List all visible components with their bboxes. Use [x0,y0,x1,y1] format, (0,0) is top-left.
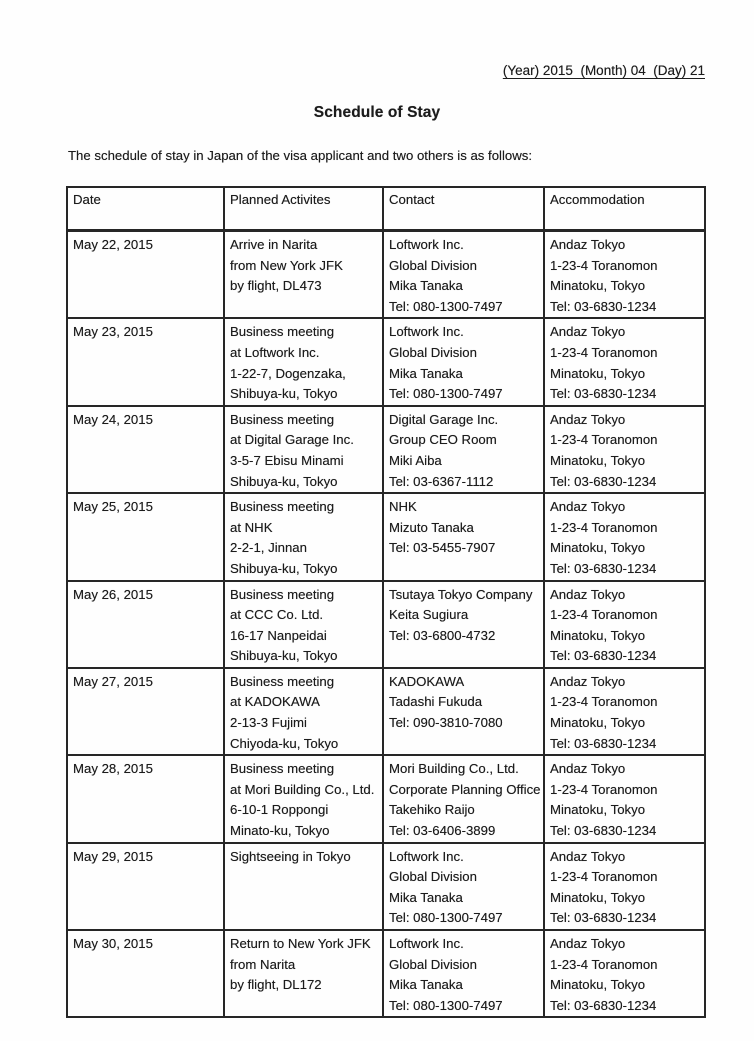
table-row [67,930,705,1017]
cell-contact [383,318,544,405]
cell-text-line: Business meeting [230,586,335,602]
cell-text-line: Shibuya-ku, Tokyo [230,386,338,402]
cell-text-line: May 22, 2015 [73,237,153,252]
cell-text-line: at Mori Building Co., Ltd. [230,781,375,797]
cell-text-line: Andaz Tokyo [550,237,626,252]
table-row [67,581,705,668]
cell-text-line: Global Division [389,344,477,360]
cell-text-line: NHK [389,499,417,515]
cell-text-line: 1-23-4 Toranomon [550,869,658,885]
cell-activities [224,231,383,319]
cell-text-line: 1-23-4 Toranomon [550,519,658,535]
cell-text-line: 1-23-4 Toranomon [550,344,658,360]
cell-text-line: Sightseeing in Tokyo [230,848,351,864]
table-row [67,231,705,319]
cell-date [67,930,224,1017]
cell-text-line: May 30, 2015 [73,936,153,951]
cell-text-line: Tel: 080-1300-7497 [389,386,503,402]
cell-activities [224,318,383,405]
cell-accommodation [544,231,705,319]
cell-text-line: Takehiko Raijo [389,802,475,818]
cell-date [67,668,224,755]
cell-text-line: Business meeting [230,673,335,689]
cell-text-line: 2-13-3 Fujimi [230,715,307,731]
cell-text-line: Business meeting [230,324,335,340]
cell-text-line: Tel: 03-6830-1234 [550,648,657,664]
cell-text-line: Shibuya-ku, Tokyo [230,648,338,664]
cell-accommodation [544,843,705,930]
cell-date [67,406,224,493]
cell-text-line: Minatoku, Tokyo [550,540,646,556]
cell-text-line: Corporate Planning Office [389,781,541,797]
cell-activities [224,668,383,755]
table-row [67,843,705,930]
cell-date [67,231,224,319]
cell-text-line: Digital Garage Inc. [389,411,499,427]
cell-text-line: 1-22-7, Dogenzaka, [230,365,346,381]
cell-contact [383,843,544,930]
cell-activities [224,406,383,493]
cell-text-line: Mika Tanaka [389,977,463,993]
cell-text-line: Loftwork Inc. [389,237,464,252]
cell-text-line: Tel: 03-6367-1112 [389,473,494,489]
cell-text-line: Tel: 03-6830-1234 [550,735,657,751]
cell-text-line: Andaz Tokyo [550,499,626,515]
cell-contact [383,493,544,580]
table-row [67,318,705,405]
cell-text-line: Mika Tanaka [389,365,463,381]
cell-text-line: Minatoku, Tokyo [550,452,646,468]
cell-activities [224,843,383,930]
cell-text-line: Tel: 080-1300-7497 [389,997,503,1013]
cell-text-line: Minatoku, Tokyo [550,715,646,731]
cell-accommodation [544,755,705,842]
cell-text-line: Tel: 080-1300-7497 [389,910,503,926]
cell-text-line: May 24, 2015 [73,411,153,427]
table-row [67,668,705,755]
header-accommodation: Accommodation [544,187,705,231]
cell-contact [383,755,544,842]
cell-text-line: Andaz Tokyo [550,411,626,427]
cell-text-line: Mika Tanaka [389,278,463,294]
cell-accommodation [544,930,705,1017]
cell-text-line: Minatoku, Tokyo [550,977,646,993]
table-row [67,755,705,842]
cell-text-line: Miki Aiba [389,452,442,468]
cell-text-line: May 26, 2015 [73,586,153,602]
cell-accommodation [544,406,705,493]
cell-text-line: at Loftwork Inc. [230,344,320,360]
page-title: Schedule of Stay [313,104,441,121]
cell-contact [383,406,544,493]
cell-text-line: by flight, DL473 [230,278,322,294]
cell-text-line: Minato-ku, Tokyo [230,823,330,839]
cell-text-line: Tel: 03-6830-1234 [550,473,657,489]
cell-text-line: Tel: 03-6830-1234 [550,997,657,1013]
cell-date [67,493,224,580]
cell-text-line: Andaz Tokyo [550,673,626,689]
cell-text-line: Shibuya-ku, Tokyo [230,560,338,576]
header-planned-activities: Planned Activites [224,187,383,231]
cell-text-line: from New York JFK [230,257,343,273]
cell-date [67,581,224,668]
cell-text-line: at Digital Garage Inc. [230,432,354,448]
cell-text-line: Tel: 03-6406-3899 [389,823,496,839]
cell-date [67,755,224,842]
cell-text-line: Minatoku, Tokyo [550,278,646,294]
cell-text-line: KADOKAWA [389,673,465,689]
table-header-row [67,187,705,231]
cell-text-line: Minatoku, Tokyo [550,889,646,905]
schedule-table [66,186,706,1018]
cell-text-line: Andaz Tokyo [550,761,626,777]
cell-date [67,843,224,930]
cell-text-line: Tel: 090-3810-7080 [389,715,503,731]
cell-text-line: Minatoku, Tokyo [550,627,646,643]
cell-text-line: 16-17 Nanpeidai [230,627,327,643]
cell-text-line: May 29, 2015 [73,848,153,864]
cell-contact [383,668,544,755]
header-contact: Contact [383,187,544,231]
cell-contact [383,231,544,319]
cell-text-line: Andaz Tokyo [550,848,626,864]
cell-text-line: May 28, 2015 [73,761,153,777]
cell-text-line: Tel: 03-6800-4732 [389,627,496,643]
schedule-table-body [67,231,705,1018]
cell-text-line: Business meeting [230,411,335,427]
cell-text-line: Loftwork Inc. [389,324,464,340]
cell-text-line: at CCC Co. Ltd. [230,607,324,623]
cell-text-line: Andaz Tokyo [550,324,626,340]
cell-text-line: Tsutaya Tokyo Company [389,586,533,602]
cell-text-line: by flight, DL172 [230,977,322,993]
cell-text-line: 1-23-4 Toranomon [550,607,658,623]
cell-activities [224,930,383,1017]
cell-text-line: Andaz Tokyo [550,936,626,951]
cell-text-line: Mika Tanaka [389,889,463,905]
header-date: Date [67,187,224,231]
cell-text-line: Tel: 080-1300-7497 [389,298,503,314]
cell-accommodation [544,668,705,755]
cell-text-line: 1-23-4 Toranomon [550,432,658,448]
cell-text-line: May 23, 2015 [73,324,153,340]
cell-text-line: Tel: 03-6830-1234 [550,386,657,402]
cell-text-line: 1-23-4 Toranomon [550,956,658,972]
cell-text-line: 1-23-4 Toranomon [550,694,658,710]
cell-text-line: at KADOKAWA [230,694,320,710]
cell-text-line: 6-10-1 Roppongi [230,802,329,818]
cell-text-line: Group CEO Room [389,432,497,448]
cell-text-line: May 25, 2015 [73,499,153,515]
cell-text-line: Tel: 03-6830-1234 [550,560,657,576]
table-row [67,493,705,580]
cell-text-line: Business meeting [230,499,335,515]
cell-text-line: 3-5-7 Ebisu Minami [230,452,344,468]
cell-text-line: May 27, 2015 [73,673,153,689]
cell-text-line: Minatoku, Tokyo [550,802,646,818]
cell-text-line: Business meeting [230,761,335,777]
cell-activities [224,755,383,842]
cell-text-line: Tadashi Fukuda [389,694,483,710]
cell-text-line: Mori Building Co., Ltd. [389,761,519,777]
intro-text: The schedule of stay in Japan of the visa applicant and two others is as follows: [68,148,533,163]
cell-text-line: Global Division [389,869,477,885]
cell-text-line: Andaz Tokyo [550,586,626,602]
cell-text-line: Tel: 03-6830-1234 [550,910,657,926]
cell-text-line: Loftwork Inc. [389,936,464,951]
cell-text-line: at NHK [230,519,273,535]
cell-activities [224,581,383,668]
cell-text-line: Minatoku, Tokyo [550,365,646,381]
cell-text-line: Loftwork Inc. [389,848,464,864]
cell-text-line: 1-23-4 Toranomon [550,257,658,273]
cell-text-line: Global Division [389,257,477,273]
cell-accommodation [544,318,705,405]
cell-text-line: Tel: 03-6830-1234 [550,823,657,839]
cell-text-line: Tel: 03-5455-7907 [389,540,496,556]
cell-contact [383,930,544,1017]
cell-text-line: Global Division [389,956,477,972]
cell-text-line: Keita Sugiura [389,607,469,623]
cell-contact [383,581,544,668]
cell-date [67,318,224,405]
cell-accommodation [544,581,705,668]
cell-text-line: Mizuto Tanaka [389,519,474,535]
cell-text-line: Shibuya-ku, Tokyo [230,473,338,489]
cell-activities [224,493,383,580]
table-row [67,406,705,493]
cell-text-line: Return to New York JFK [230,936,371,951]
cell-accommodation [544,493,705,580]
cell-text-line: Arrive in Narita [230,237,318,252]
cell-text-line: 2-2-1, Jinnan [230,540,307,556]
cell-text-line: 1-23-4 Toranomon [550,781,658,797]
cell-text-line: Chiyoda-ku, Tokyo [230,735,339,751]
cell-text-line: Tel: 03-6830-1234 [550,298,657,314]
document-date-line: (Year) 2015 (Month) 04 (Day) 21 [502,63,705,78]
cell-text-line: from Narita [230,956,296,972]
